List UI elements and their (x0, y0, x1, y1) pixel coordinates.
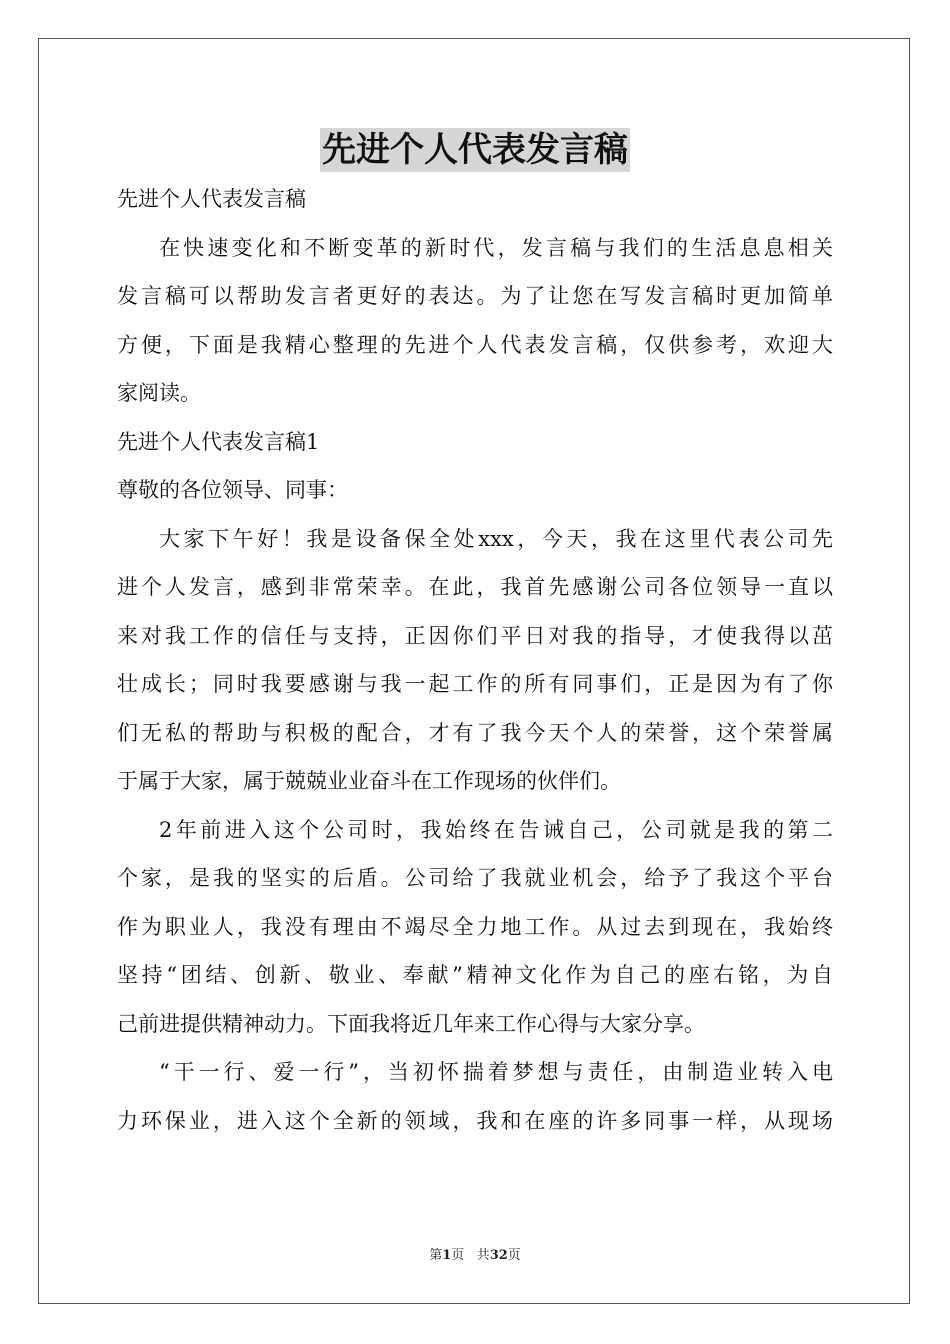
text-line: 壮成长；同时我要感谢与我一起工作的所有同事们，正是因为有了你 (117, 672, 833, 696)
text-line: 大家下午好！我是设备保全处xxx，今天，我在这里代表公司先 (159, 526, 833, 551)
text-line: 个家，是我的坚实的后盾。公司给了我就业机会，给予了我这个平台 (117, 866, 833, 890)
text-line: 作为职业人，我没有理由不竭尽全力地工作。从过去到现在，我始终 (117, 914, 833, 939)
footer-total-prefix: 共 (476, 1248, 490, 1263)
text-line: 们无私的帮助与积极的配合，才有了我今天个人的荣誉，这个荣誉属 (117, 720, 833, 745)
text-line: 在快速变化和不断变革的新时代，发言稿与我们的生活息息相关 (159, 235, 833, 260)
footer-total-suffix: 页 (507, 1248, 521, 1263)
text-line: 先进个人代表发言稿 (117, 187, 306, 211)
title-container (0, 128, 950, 172)
footer-total-pages: 32 (489, 1248, 508, 1263)
text-line: 进个人发言，感到非常荣幸。在此，我首先感谢公司各位领导一直以 (117, 575, 833, 599)
document-body (117, 175, 833, 1145)
text-line: 方便，下面是我精心整理的先进个人代表发言稿，仅供参考，欢迎大 (117, 332, 833, 357)
footer-page-suffix: 页 (451, 1248, 465, 1263)
text-line: 坚持“团结、创新、敬业、奉献”精神文化作为自己的座右铭，为自 (117, 963, 833, 987)
text-line: 家阅读。 (117, 381, 201, 405)
text-line: 先进个人代表发言稿1 (117, 429, 320, 454)
document-title: 先进个人代表发言稿 (322, 130, 628, 170)
text-line: “干一行、爱一行”，当初怀揣着梦想与责任，由制造业转入电 (159, 1060, 833, 1084)
footer-page-number: 1 (442, 1248, 452, 1263)
text-line: 2年前进入这个公司时，我始终在告诫自己，公司就是我的第二 (159, 817, 833, 842)
text-line: 来对我工作的信任与支持，正因你们平日对我的指导，才使我得以茁 (117, 623, 833, 648)
page-footer (0, 1244, 950, 1263)
text-line: 于属于大家，属于兢兢业业奋斗在工作现场的伙伴们。 (117, 769, 621, 793)
footer-page-prefix: 第 (429, 1248, 443, 1263)
text-line: 己前进提供精神动力。下面我将近几年来工作心得与大家分享。 (117, 1011, 705, 1036)
text-line: 力环保业，进入这个全新的领域，我和在座的许多同事一样，从现场 (117, 1108, 833, 1133)
text-line: 发言稿可以帮助发言者更好的表达。为了让您在写发言稿时更加简单 (117, 284, 833, 308)
text-line: 尊敬的各位领导、同事： (117, 478, 348, 502)
